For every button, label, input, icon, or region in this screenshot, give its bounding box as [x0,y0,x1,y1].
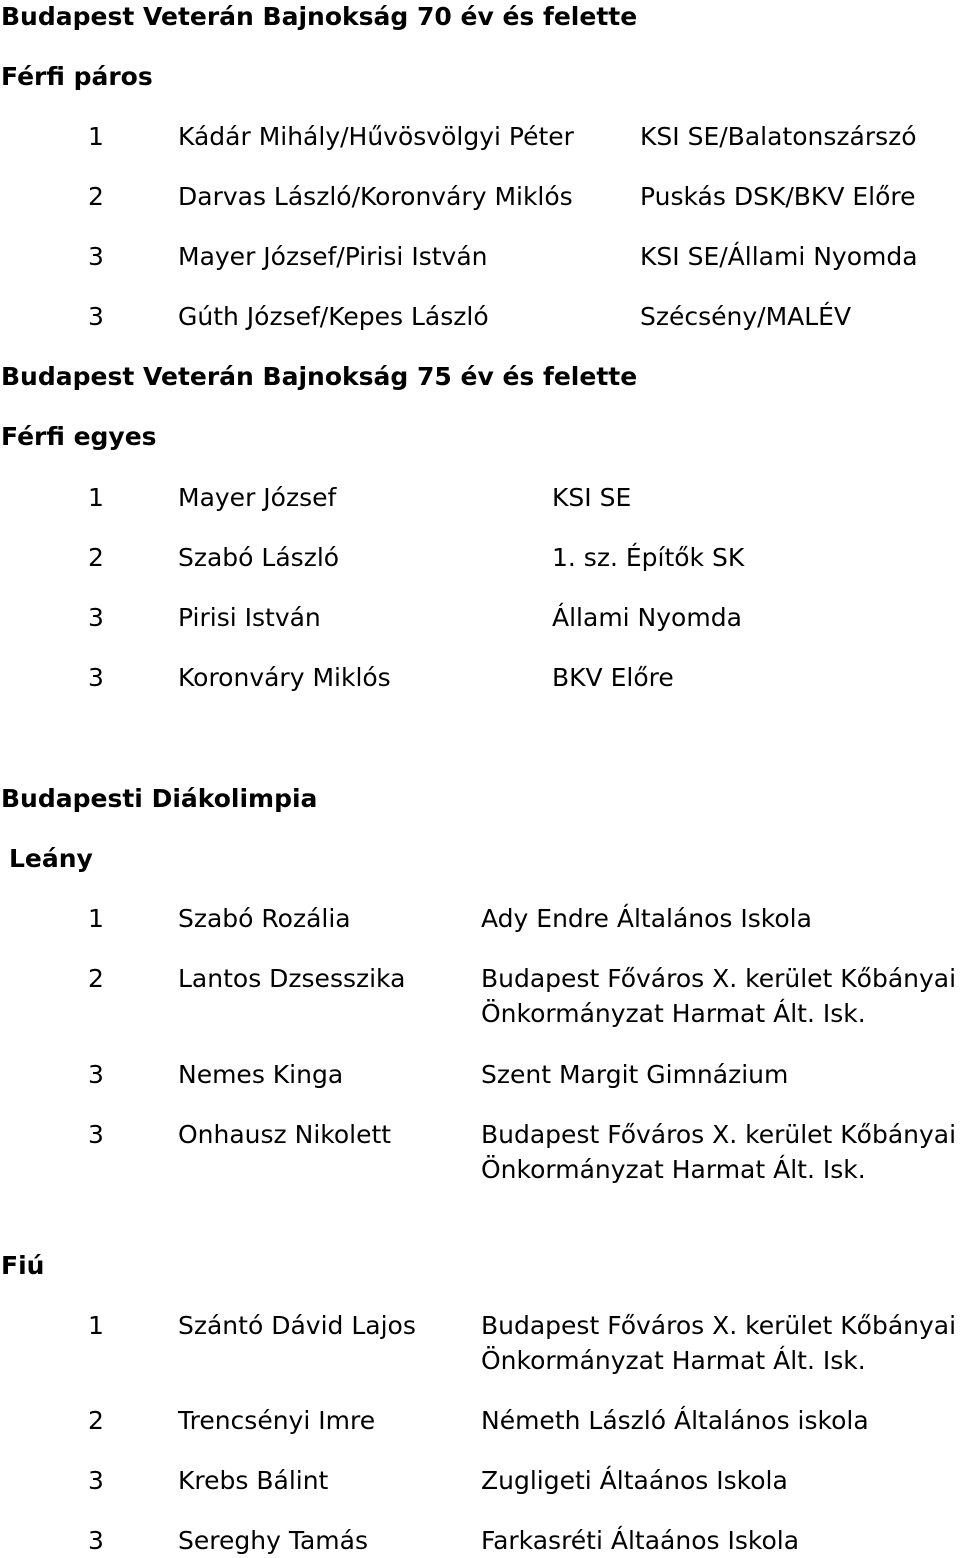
player-name: Krebs Bálint [178,1466,329,1495]
school-name-line2: Önkormányzat Harmat Ált. Isk. [481,1155,866,1184]
rank: 3 [88,1060,104,1089]
rank: 2 [88,1406,104,1435]
category-heading-girls: Leány [9,844,93,873]
club-name: Szécsény/MALÉV [640,302,852,331]
school-name: Németh László Általános iskola [481,1406,869,1435]
category-heading-mens-doubles: Férfi páros [1,62,153,91]
school-name: Szent Margit Gimnázium [481,1060,789,1089]
player-name: Nemes Kinga [178,1060,344,1089]
school-name: Farkasréti Áltaános Iskola [481,1526,800,1555]
club-name: BKV Előre [552,663,674,692]
category-heading-boys: Fiú [1,1251,45,1280]
school-name: Ady Endre Általános Iskola [481,904,812,933]
category-heading-mens-singles: Férfi egyes [1,422,157,451]
rank: 1 [88,483,104,512]
rank: 3 [88,1526,104,1555]
school-name: Budapest Főváros X. kerület Kőbányai [481,1120,957,1149]
school-name: Zugligeti Áltaános Iskola [481,1466,788,1495]
rank: 3 [88,302,104,331]
player-name: Pirisi István [178,603,321,632]
player-name: Koronváry Miklós [178,663,391,692]
player-name: Lantos Dzsesszika [178,964,406,993]
school-name: Budapest Főváros X. kerület Kőbányai [481,964,957,993]
rank: 1 [88,904,104,933]
club-name: KSI SE/Állami Nyomda [640,242,918,271]
rank: 3 [88,242,104,271]
player-name: Szabó Rozália [178,904,351,933]
school-name-line2: Önkormányzat Harmat Ált. Isk. [481,999,866,1028]
rank: 1 [88,122,104,151]
rank: 2 [88,182,104,211]
player-name: Szabó László [178,543,340,572]
club-name: KSI SE [552,483,632,512]
player-name: Darvas László/Koronváry Miklós [178,182,573,211]
section-title-student-olympics: Budapesti Diákolimpia [1,784,318,813]
school-name-line2: Önkormányzat Harmat Ált. Isk. [481,1346,866,1375]
player-name: Kádár Mihály/Hűvösvölgyi Péter [178,122,574,151]
rank: 3 [88,1466,104,1495]
club-name: Puskás DSK/BKV Előre [640,182,916,211]
player-name: Onhausz Nikolett [178,1120,392,1149]
player-name: Trencsényi Imre [178,1406,376,1435]
player-name: Mayer József [178,483,337,512]
club-name: 1. sz. Építők SK [552,543,745,572]
club-name: Állami Nyomda [552,603,742,632]
player-name: Mayer József/Pirisi István [178,242,488,271]
rank: 2 [88,543,104,572]
section-title-veteran-70: Budapest Veterán Bajnokság 70 év és felette [1,2,638,31]
club-name: KSI SE/Balatonszárszó [640,122,917,151]
school-name: Budapest Főváros X. kerület Kőbányai [481,1311,957,1340]
rank: 3 [88,663,104,692]
rank: 1 [88,1311,104,1340]
player-name: Sereghy Tamás [178,1526,368,1555]
rank: 3 [88,603,104,632]
player-name: Gúth József/Kepes László [178,302,489,331]
rank: 2 [88,964,104,993]
rank: 3 [88,1120,104,1149]
section-title-veteran-75: Budapest Veterán Bajnokság 75 év és felette [1,362,638,391]
player-name: Szántó Dávid Lajos [178,1311,416,1340]
